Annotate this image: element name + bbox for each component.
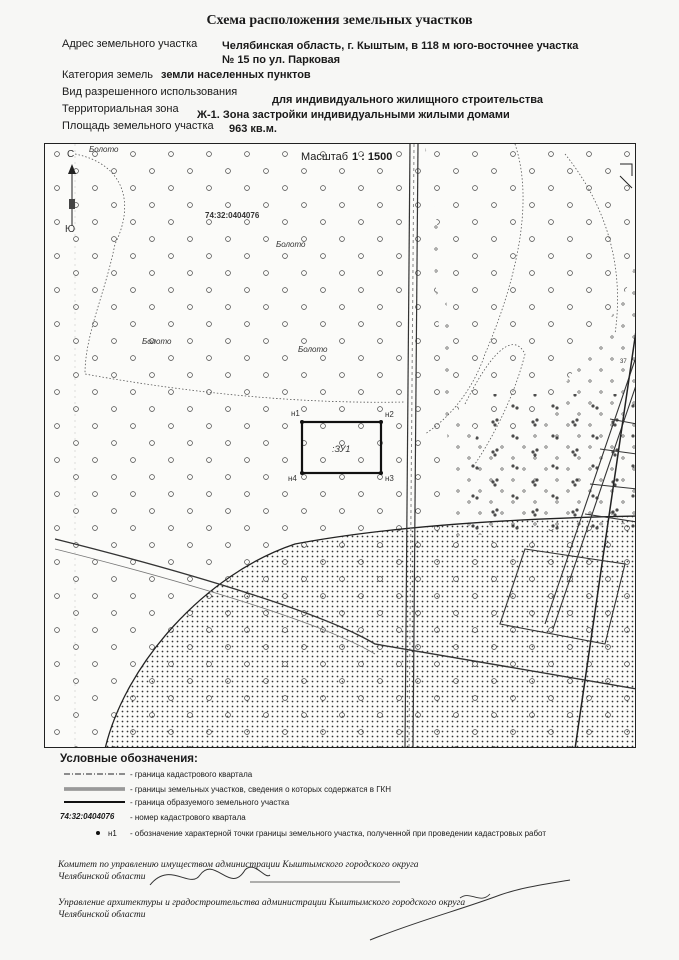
north-label: С [67, 149, 75, 160]
category-label: Категория земель [62, 69, 153, 81]
cadastral-map [44, 143, 636, 748]
use-label: Вид разрешенного использования [62, 86, 238, 98]
scale-label: Масштаб [301, 151, 349, 163]
point-label: н3 [385, 474, 394, 483]
legend-point-sample: н1 [108, 829, 117, 838]
legend-quarter-sample: 74:32:0404076 [60, 812, 115, 821]
south-label: Ю [65, 224, 76, 235]
quarter-number: 74:32:0404076 [205, 211, 260, 220]
point-label: н1 [291, 409, 300, 418]
signature-committee-line2: Челябинской области [58, 872, 146, 882]
signature-committee-line1: Комитет по управлению имуществом администрации Кыштымского городского округа [58, 860, 419, 870]
page-title: Схема расположения земельных участков [206, 13, 473, 28]
legend-item-characteristic-point: - обозначение характерной точки границы земельного участка, полученной при проведении кадастровых работ [130, 829, 546, 838]
legend-item-gkn-parcels: - границы земельных участков, сведения о которых содержатся в ГКН [130, 785, 391, 794]
area-label: Площадь земельного участка [62, 120, 214, 132]
house-number: 37 [620, 359, 627, 365]
parcel-label: :ЗУ1 [332, 444, 351, 454]
legend-item-quarter-number: - номер кадастрового квартала [130, 813, 246, 822]
zone-label: Территориальная зона [62, 103, 179, 115]
legend-title: Условные обозначения: [60, 753, 198, 765]
legend-samples [0, 765, 679, 855]
signature-dept-line1: Управление архитектуры и градостроительства администрации Кыштымского городского округа [58, 898, 466, 908]
address-value-line2: № 15 по ул. Парковая [222, 54, 341, 66]
address-value-line1: Челябинская область, г. Кыштым, в 118 м юго-восточнее участка [222, 40, 579, 52]
legend-item-quarter-border: - граница кадастрового квартала [130, 770, 253, 779]
point-label: н4 [288, 474, 297, 483]
use-value: для индивидуального жилищного строительства [272, 94, 544, 106]
swamp-label: Болото [89, 145, 119, 154]
address-label: Адрес земельного участка [62, 38, 198, 50]
handwritten-signatures [0, 850, 679, 950]
category-value: земли населенных пунктов [161, 69, 311, 81]
scale-value: 1 : 1500 [352, 151, 393, 163]
area-value: 963 кв.м. [229, 123, 277, 135]
zone-value: Ж-1. Зона застройки индивидуальными жилыми домами [197, 109, 510, 121]
legend-item-new-parcel: - граница образуемого земельного участка [130, 798, 290, 807]
swamp-label: Болото [142, 337, 172, 346]
point-label: н2 [385, 410, 394, 419]
signature-dept-line2: Челябинской области [58, 910, 146, 920]
swamp-label: Болото [298, 345, 328, 354]
swamp-label: Болото [276, 240, 306, 249]
